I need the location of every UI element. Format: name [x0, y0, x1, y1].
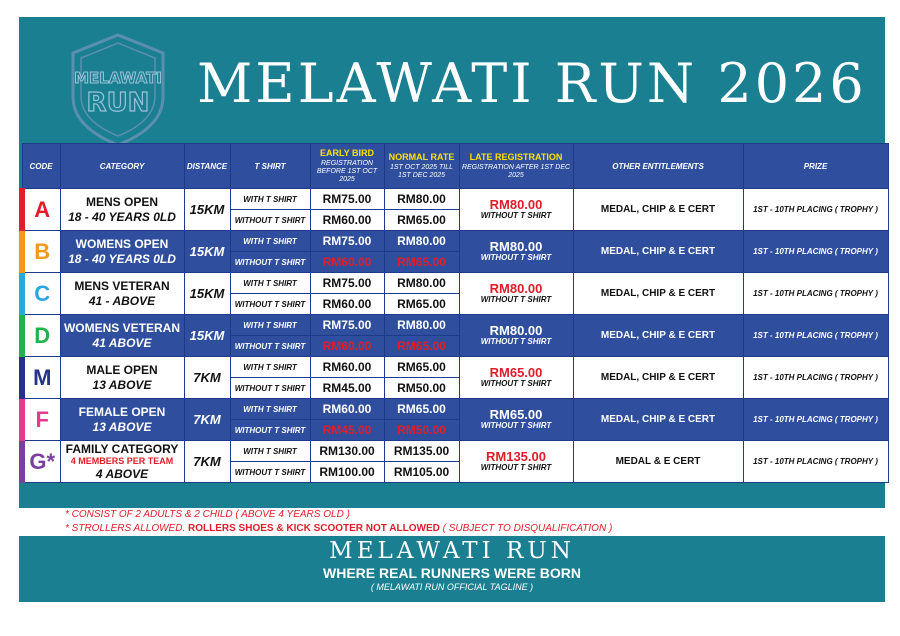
- page-title: MELAWATI RUN 2026: [197, 52, 867, 115]
- normal-price-with: RM65.00: [384, 357, 459, 378]
- early-price-with: RM75.00: [310, 231, 384, 252]
- header-normal-rate: [384, 144, 459, 189]
- tshirt-without: WITHOUT T SHIRT: [230, 420, 310, 441]
- note-line2: [19, 522, 885, 536]
- prize: 1ST - 10TH PLACING ( TROPHY ): [743, 441, 888, 483]
- distance: 15KM: [184, 273, 230, 315]
- table-row: [22, 441, 888, 462]
- late-price-note: WITHOUT T SHIRT: [480, 379, 552, 389]
- tshirt-without: WITHOUT T SHIRT: [230, 336, 310, 357]
- early-price-without: RM60.00: [310, 210, 384, 231]
- tshirt-with: WITH T SHIRT: [230, 231, 310, 252]
- early-bird-label: EARLY BIRD: [319, 147, 374, 158]
- table-row: [22, 399, 888, 420]
- prize: 1ST - 10TH PLACING ( TROPHY ): [743, 315, 888, 357]
- table-row: [22, 357, 888, 378]
- category-title: MENS OPEN: [85, 195, 158, 210]
- normal-price-with: RM80.00: [384, 273, 459, 294]
- category-title: WOMENS OPEN: [75, 237, 169, 252]
- distance: 7KM: [184, 357, 230, 399]
- header-late: [459, 144, 573, 189]
- category-title: FAMILY CATEGORY: [65, 441, 179, 456]
- table-row: [22, 231, 888, 252]
- category-title: FEMALE OPEN: [78, 405, 166, 420]
- tshirt-with: WITH T SHIRT: [230, 273, 310, 294]
- category-name: [60, 273, 184, 315]
- category-age: 41 - ABOVE: [88, 293, 156, 308]
- distance: 7KM: [184, 441, 230, 483]
- normal-price-without: RM50.00: [384, 420, 459, 441]
- normal-price-without: RM65.00: [384, 294, 459, 315]
- prize: 1ST - 10TH PLACING ( TROPHY ): [743, 399, 888, 441]
- category-age: 41 ABOVE: [92, 335, 152, 350]
- tshirt-without: WITHOUT T SHIRT: [230, 462, 310, 483]
- logo-line1: MELAWATI: [74, 69, 162, 87]
- distance: 15KM: [184, 189, 230, 231]
- tshirt-with: WITH T SHIRT: [230, 357, 310, 378]
- normal-price-with: RM135.00: [384, 441, 459, 462]
- early-price-with: RM75.00: [310, 315, 384, 336]
- header-tshirt: T SHIRT: [230, 144, 310, 189]
- note-line1: * CONSIST OF 2 ADULTS & 2 CHILD ( ABOVE 4 YEARS OLD ): [65, 509, 350, 520]
- late-sub: REGISTRATION AFTER 1ST DEC 2025: [461, 163, 571, 179]
- late-price-note: WITHOUT T SHIRT: [480, 211, 552, 221]
- prize: 1ST - 10TH PLACING ( TROPHY ): [743, 273, 888, 315]
- late-price-value: RM80.00: [489, 238, 543, 254]
- tshirt-with: WITH T SHIRT: [230, 189, 310, 210]
- late-price-note: WITHOUT T SHIRT: [480, 295, 552, 305]
- note-line2-c: ( SUBJECT TO DISQUALIFICATION ): [439, 523, 613, 534]
- note-line2-b: ROLLERS SHOES & KICK SCOOTER NOT ALLOWED: [188, 523, 440, 534]
- late-price-value: RM65.00: [489, 364, 543, 380]
- category-name: [60, 315, 184, 357]
- normal-price-without: RM105.00: [384, 462, 459, 483]
- entitlements: MEDAL, CHIP & E CERT: [573, 357, 743, 399]
- tshirt-without: WITHOUT T SHIRT: [230, 378, 310, 399]
- notes: [19, 508, 885, 536]
- category-age: 13 ABOVE: [92, 377, 152, 392]
- table-header: [22, 144, 888, 189]
- category-title: MENS VETERAN: [74, 279, 170, 294]
- late-price: [459, 231, 573, 273]
- poster: [19, 17, 885, 602]
- late-price-note: WITHOUT T SHIRT: [480, 421, 552, 431]
- early-price-without: RM45.00: [310, 420, 384, 441]
- category-code: F: [22, 399, 60, 441]
- normal-rate-sub: 1ST OCT 2025 TILL 1ST DEC 2025: [389, 163, 454, 179]
- logo-line2: RUN: [86, 88, 150, 118]
- header-code: CODE: [22, 144, 60, 189]
- early-price-with: RM75.00: [310, 273, 384, 294]
- category-note: 4 MEMBERS PER TEAM: [70, 456, 174, 467]
- late-price: [459, 273, 573, 315]
- entitlements: MEDAL, CHIP & E CERT: [573, 231, 743, 273]
- melawati-run-logo: [63, 31, 173, 149]
- category-name: [60, 357, 184, 399]
- entitlements: MEDAL, CHIP & E CERT: [573, 315, 743, 357]
- tshirt-without: WITHOUT T SHIRT: [230, 210, 310, 231]
- tshirt-with: WITH T SHIRT: [230, 315, 310, 336]
- distance: 15KM: [184, 315, 230, 357]
- header-category: CATEGORY: [60, 144, 184, 189]
- normal-price-without: RM50.00: [384, 378, 459, 399]
- late-price-value: RM135.00: [486, 448, 546, 464]
- late-price-value: RM80.00: [489, 280, 543, 296]
- note-line2-a: * STROLLERS ALLOWED.: [65, 523, 188, 534]
- category-code: D: [22, 315, 60, 357]
- early-price-without: RM100.00: [310, 462, 384, 483]
- normal-price-without: RM65.00: [384, 210, 459, 231]
- category-age: 18 - 40 YEARS 0LD: [68, 209, 176, 224]
- category-title: WOMENS VETERAN: [63, 321, 180, 336]
- normal-rate-label: NORMAL RATE: [388, 151, 455, 162]
- late-price: [459, 357, 573, 399]
- category-age: 13 ABOVE: [92, 419, 152, 434]
- entitlements: MEDAL & E CERT: [573, 441, 743, 483]
- header-prize: PRIZE: [743, 144, 888, 189]
- category-age: 4 ABOVE: [95, 466, 149, 481]
- prize: 1ST - 10TH PLACING ( TROPHY ): [743, 231, 888, 273]
- early-price-without: RM60.00: [310, 294, 384, 315]
- early-price-with: RM75.00: [310, 189, 384, 210]
- late-price-note: WITHOUT T SHIRT: [480, 463, 552, 473]
- prize: 1ST - 10TH PLACING ( TROPHY ): [743, 357, 888, 399]
- early-bird-sub: REGISTRATION BEFORE 1ST OCT 2025: [316, 159, 378, 184]
- category-code: A: [22, 189, 60, 231]
- early-price-with: RM60.00: [310, 399, 384, 420]
- early-price-without: RM60.00: [310, 336, 384, 357]
- normal-price-with: RM80.00: [384, 315, 459, 336]
- category-code: M: [22, 357, 60, 399]
- entitlements: MEDAL, CHIP & E CERT: [573, 273, 743, 315]
- early-price-without: RM45.00: [310, 378, 384, 399]
- late-price: [459, 399, 573, 441]
- footer-tagline-note: ( MELAWATI RUN OFFICIAL TAGLINE ): [370, 582, 534, 592]
- category-name: [60, 189, 184, 231]
- normal-price-without: RM65.00: [384, 336, 459, 357]
- late-price-note: WITHOUT T SHIRT: [480, 337, 552, 347]
- late-price: [459, 315, 573, 357]
- normal-price-with: RM80.00: [384, 189, 459, 210]
- tshirt-without: WITHOUT T SHIRT: [230, 252, 310, 273]
- late-price-value: RM80.00: [489, 322, 543, 338]
- late-price-value: RM80.00: [489, 196, 543, 212]
- table-row: [22, 273, 888, 294]
- prize: 1ST - 10TH PLACING ( TROPHY ): [743, 189, 888, 231]
- tshirt-without: WITHOUT T SHIRT: [230, 294, 310, 315]
- late-label: LATE REGISTRATION: [469, 151, 563, 162]
- table-row: [22, 189, 888, 210]
- early-price-with: RM130.00: [310, 441, 384, 462]
- normal-price-without: RM65.00: [384, 252, 459, 273]
- category-age: 18 - 40 YEARS 0LD: [68, 251, 176, 266]
- late-price: [459, 441, 573, 483]
- price-table: [19, 143, 889, 483]
- late-price-value: RM65.00: [489, 406, 543, 422]
- entitlements: MEDAL, CHIP & E CERT: [573, 189, 743, 231]
- category-name: [60, 441, 184, 483]
- entitlements: MEDAL, CHIP & E CERT: [573, 399, 743, 441]
- late-price-note: WITHOUT T SHIRT: [480, 253, 552, 263]
- category-code: C: [22, 273, 60, 315]
- category-code: G*: [22, 441, 60, 483]
- category-code: B: [22, 231, 60, 273]
- header-early-bird: [310, 144, 384, 189]
- tshirt-with: WITH T SHIRT: [230, 441, 310, 462]
- table-row: [22, 315, 888, 336]
- distance: 15KM: [184, 231, 230, 273]
- category-title: MALE OPEN: [86, 363, 158, 378]
- normal-price-with: RM65.00: [384, 399, 459, 420]
- normal-price-with: RM80.00: [384, 231, 459, 252]
- header-distance: DISTANCE: [184, 144, 230, 189]
- header-entitlements: OTHER ENTITLEMENTS: [573, 144, 743, 189]
- footer-tagline: WHERE REAL RUNNERS WERE BORN: [323, 565, 581, 581]
- category-name: [60, 399, 184, 441]
- early-price-with: RM60.00: [310, 357, 384, 378]
- late-price: [459, 189, 573, 231]
- tshirt-with: WITH T SHIRT: [230, 399, 310, 420]
- distance: 7KM: [184, 399, 230, 441]
- footer-brand: MELAWATI RUN: [329, 538, 575, 564]
- early-price-without: RM60.00: [310, 252, 384, 273]
- category-name: [60, 231, 184, 273]
